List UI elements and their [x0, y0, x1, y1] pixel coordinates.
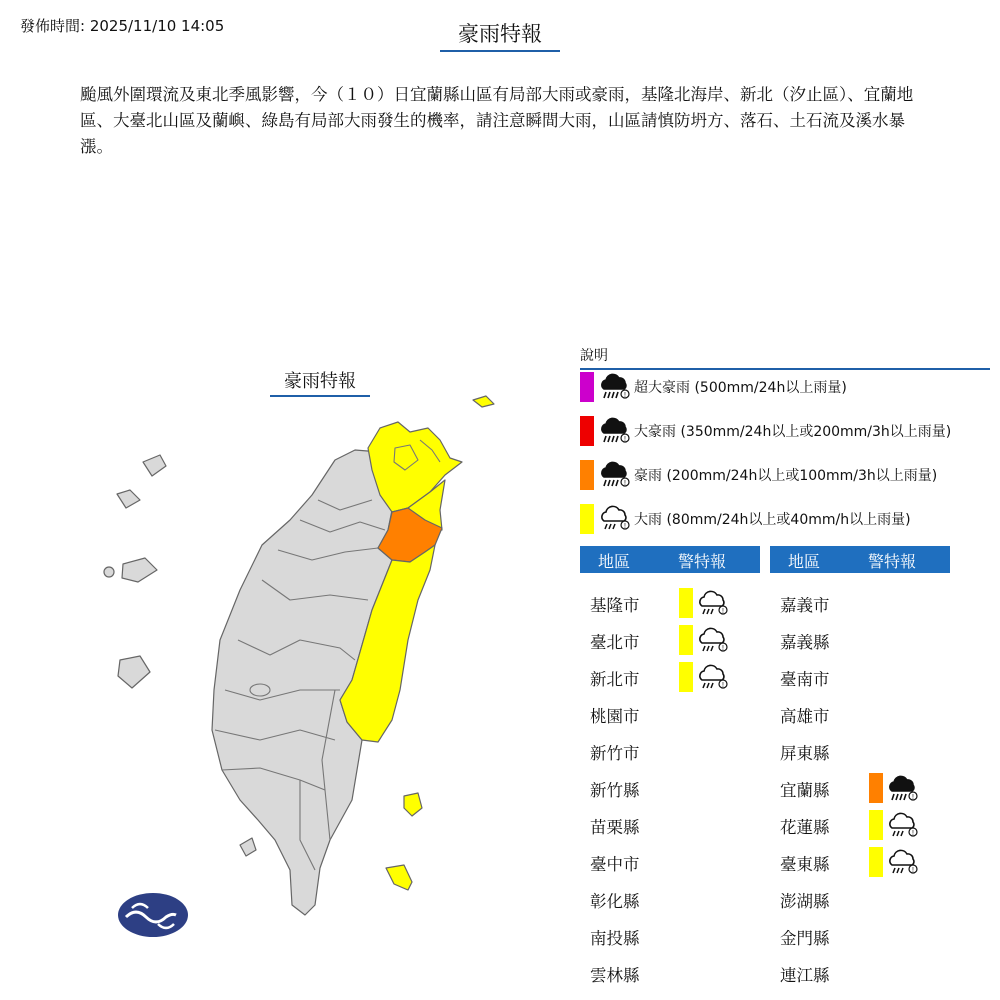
warning-swatch [679, 625, 693, 655]
region-name: 宜蘭縣 [780, 781, 830, 800]
region-name: 嘉義縣 [780, 633, 830, 652]
header-warning: 警特報 [678, 552, 727, 571]
legend-swatch [580, 504, 594, 534]
region-name: 屏東縣 [780, 744, 830, 763]
table-header-right [770, 546, 950, 573]
legend-item [580, 416, 951, 446]
region-name: 臺南市 [780, 670, 830, 689]
region-name: 嘉義市 [780, 596, 830, 615]
region-name: 南投縣 [590, 929, 640, 948]
heavy-rain-icon [598, 372, 632, 402]
legend-item [580, 460, 937, 490]
cwa-logo [118, 893, 188, 937]
region-name: 連江縣 [780, 966, 830, 985]
region-name: 臺中市 [590, 855, 640, 874]
region-name: 基隆市 [590, 596, 640, 615]
warning-swatch [679, 588, 693, 618]
rain-icon [886, 809, 920, 843]
region-name: 高雄市 [780, 707, 830, 726]
rain-icon [598, 504, 632, 534]
legend-heading: 說明 [580, 345, 990, 370]
map-region-xiaoliuqiu [240, 838, 256, 856]
warning-swatch [869, 773, 883, 803]
region-name: 花蓮縣 [780, 818, 830, 837]
region-name: 彰化縣 [590, 892, 640, 911]
region-name: 雲林縣 [590, 966, 640, 985]
legend-swatch [580, 460, 594, 490]
warning-swatch [869, 810, 883, 840]
map-region-green-island [404, 793, 422, 816]
header-warning: 警特報 [868, 552, 917, 571]
legend-swatch [580, 372, 594, 402]
region-name: 新北市 [590, 670, 640, 689]
map-region-orchid-island [386, 865, 412, 890]
heavy-rain-icon [598, 416, 632, 446]
region-name: 金門縣 [780, 929, 830, 948]
legend-label: 大雨 (80mm/24h以上或40mm/h以上雨量) [634, 512, 911, 528]
table-header-left [580, 546, 760, 573]
map-region-penghu [104, 455, 166, 688]
map-title: 豪雨特報 [270, 367, 370, 397]
warning-description: 颱風外圍環流及東北季風影響，今（１０）日宜蘭縣山區有局部大雨或豪雨，基隆北海岸、新北（汐止區）、宜蘭地區、大臺北山區及蘭嶼、綠島有局部大雨發生的機率，請注意瞬間大雨，山區請慎防坍方、落石、土石流及溪水暴漲。 [80, 85, 914, 156]
heavy-rain-icon [886, 772, 920, 806]
legend-label: 大豪雨 (350mm/24h以上或200mm/3h以上雨量) [634, 424, 952, 440]
heavy-rain-icon [598, 460, 632, 490]
region-name: 新竹縣 [590, 781, 640, 800]
rain-icon [696, 624, 730, 658]
header-region: 地區 [788, 552, 821, 571]
legend-item [580, 372, 847, 402]
legend-label: 豪雨 (200mm/24h以上或100mm/3h以上雨量) [634, 468, 938, 484]
taiwan-map [0, 380, 560, 940]
warning-swatch [679, 662, 693, 692]
legend-item [580, 504, 911, 534]
header-region: 地區 [598, 552, 631, 571]
region-name: 新竹市 [590, 744, 640, 763]
legend-label: 超大豪雨 (500mm/24h以上雨量) [634, 380, 847, 396]
region-name: 桃園市 [590, 707, 640, 726]
rain-icon [886, 846, 920, 880]
region-name: 澎湖縣 [780, 892, 830, 911]
map-region-keelung-taipei-newtaipei [368, 422, 462, 512]
map-region-guishan-island [473, 396, 494, 407]
rain-icon [696, 587, 730, 621]
region-name: 苗栗縣 [590, 818, 640, 837]
region-name: 臺北市 [590, 633, 640, 652]
rain-icon [696, 661, 730, 695]
region-name: 臺東縣 [780, 855, 830, 874]
issued-time: 發佈時間: 2025/11/10 14:05 [20, 17, 225, 35]
page-title: 豪雨特報 [440, 18, 560, 52]
warning-swatch [869, 847, 883, 877]
legend-swatch [580, 416, 594, 446]
